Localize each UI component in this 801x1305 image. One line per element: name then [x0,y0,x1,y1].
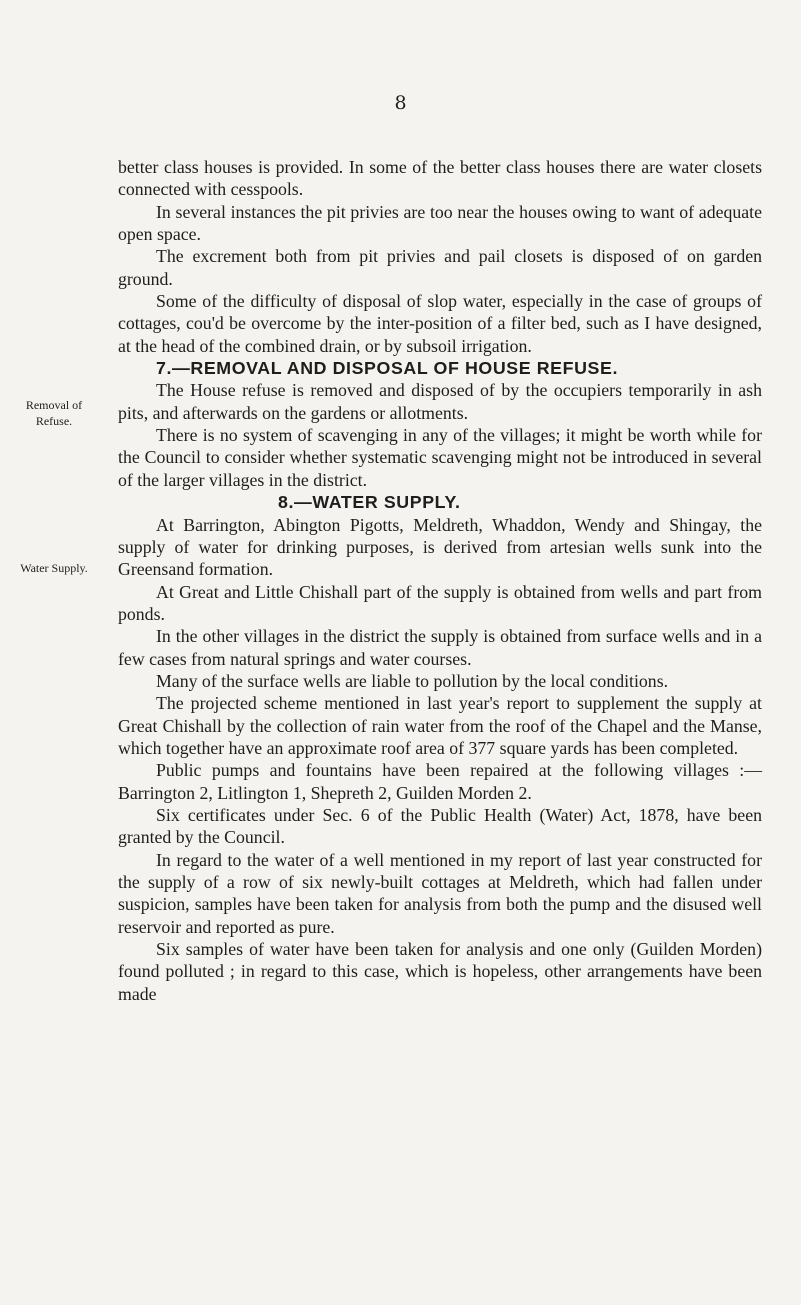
section-heading-removal-of-refuse: 7.—REMOVAL AND DISPOSAL OF HOUSE REFUSE. [156,358,619,379]
paragraph: In several instances the pit privies are too near the houses owing to want of adequate open space. [118,201,762,245]
section-heading-water-supply: 8.—WATER SUPPLY. [278,492,461,513]
paragraph: The excrement both from pit privies and pail closets is disposed of on garden ground. [118,246,762,289]
paragraph: At Great and Little Chishall part of the supply is obtained from wells and part from ponds. [118,581,762,624]
paragraph: Six samples of water have been taken for analysis and one only (Guilden Morden) found polluted ; in regard to this case, which is hopeless, other arrangements have been made [118,939,762,1004]
paragraph: better class houses is provided. In some of the better class houses there are water closets connected with cesspools. [118,157,762,200]
paragraph: In the other villages in the district the supply is obtained from surface wells and in a few cases from natural springs and water courses. [118,626,762,669]
paragraph: At Barrington, Abington Pigotts, Meldreth, Whaddon, Wendy and Shingay, the supply of water for drinking purposes, is derived from artesian wells sunk into the Greensand formation. [118,514,762,580]
paragraph: In regard to the water of a well mentioned in my report of last year constructed for the supply of a row of six newly-built cottages at Meldreth, which had fallen under suspicion, samples have been taken for analysis from both the pump and the disused well reservoir and reported as pure. [118,849,762,937]
paragraph: Many of the surface wells are liable to pollution by the local conditions. [156,670,669,691]
paragraph: The projected scheme mentioned in last year's report to supplement the supply at Great Chishall by the collection of rain water from the roof of the Chapel and the Manse, which together have an approximate roof area of 377 square yards has been completed. [118,693,762,758]
page-number: 8 [394,92,407,114]
paragraph: Public pumps and fountains have been repaired at the following villages :—Barrington 2, Litlington 1, Shepreth 2, Guilden Morden 2. [118,760,762,803]
paragraph: There is no system of scavenging in any of the villages; it might be worth while for the Council to consider whether systematic scavenging might not be introduced in several of the larger villages in the district. [118,425,762,490]
paragraph: The House refuse is removed and disposed of by the occupiers temporarily in ash pits, and afterwards on the gardens or allotments. [118,380,762,423]
paragraph: Six certificates under Sec. 6 of the Public Health (Water) Act, 1878, have been granted by the Council. [118,804,762,848]
paragraph: Some of the difficulty of disposal of slop water, especially in the case of groups of cottages, cou'd be overcome by the inter-position of a filter bed, such as I have designed, at the head of the combined drain, or by subsoil irrigation. [118,291,762,356]
margin-note-water-supply: Water Supply. [20,561,88,575]
margin-note-removal-of-refuse: Removal of Refuse. [25,398,83,428]
document-body [118,156,762,1005]
